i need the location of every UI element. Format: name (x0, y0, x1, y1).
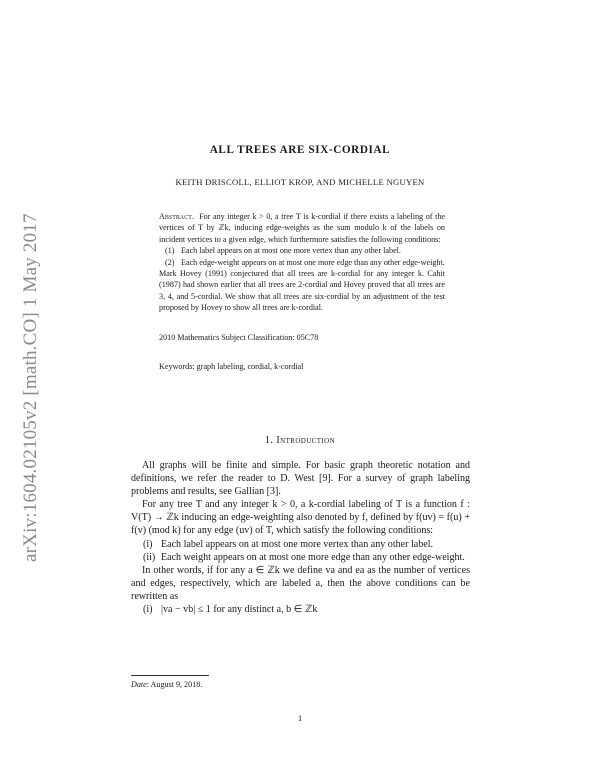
abstract-condition-1: (1) Each label appears on at most one more vertex than any other label. (165, 246, 401, 256)
keywords: Keywords: graph labeling, cordial, k-cordial (159, 362, 304, 371)
section-number: 1. (264, 435, 274, 446)
abstract-intro (159, 211, 445, 245)
arxiv-identifier-stamp[interactable]: arXiv:1604.02105v2 [math.CO] 1 May 2017 (20, 213, 41, 562)
footnote-date: Date: August 9, 2018. (131, 680, 203, 689)
condition-i: (i) Each label appears on at most one more vertex than any other label. (143, 538, 433, 550)
section-title: Introduction (276, 435, 336, 446)
abstract (159, 211, 445, 314)
page-number: 1 (297, 713, 303, 723)
author-list: KEITH DRISCOLL, ELLIOT KROP, AND MICHELLE NGUYEN (175, 177, 425, 187)
rewritten-condition-i: (i) |va − vb| ≤ 1 for any distinct a, b ∈ ℤk (143, 604, 318, 616)
abstract-rest: Mark Hovey (1991) conjectured that all trees are k-cordial for any integer k. Cahit (1987) had shown earlier that all trees are 2-cordial and Hovey proved that all trees are 3, 4, and 5-cordial. We show that all trees are six-cordial by an adjustment of the test proposed by Hovey to show all trees are k-cordial. (159, 269, 445, 313)
footnote-rule (131, 675, 209, 676)
paragraph-2: For any tree T and any integer k > 0, a k-cordial labeling of T is a function f : V(T) → ℤk inducing an edge-weighting also denoted by f, defined by f(uv) = f(u) + f(v) (mod k) for any edge (uv) of T, which satisfy the following conditions: (131, 499, 470, 537)
section-heading (0, 435, 600, 446)
abstract-condition-2: (2) Each edge-weight appears on at most one more edge than any other edge-weight. (165, 257, 445, 267)
abstract-intro-text: For any integer k > 0, a tree T is k-cordial if there exists a labeling of the vertices of T by ℤk, inducing edge-weights as the sum modulo k of the labels on incident vertices to a given edge, which furthermore satisfies the following conditions: (159, 212, 445, 244)
msc-classification: 2010 Mathematics Subject Classification: 05C78 (159, 333, 319, 342)
paragraph-3: In other words, if for any a ∈ ℤk we define va and ea as the number of vertices and edges, respectively, which are labeled a, then the above conditions can be rewritten as (131, 564, 470, 602)
condition-ii: (ii) Each weight appears on at most one more edge than any other edge-weight. (143, 551, 465, 563)
paragraph-1: All graphs will be finite and simple. For basic graph theoretic notation and definitions, we refer the reader to D. West [9]. For a survey of graph labeling problems and results, see Gallian [3]. (131, 460, 470, 498)
paper-title: ALL TREES ARE SIX-CORDIAL (209, 144, 391, 156)
abstract-label: Abstract. (159, 212, 194, 221)
body-text (131, 459, 470, 616)
